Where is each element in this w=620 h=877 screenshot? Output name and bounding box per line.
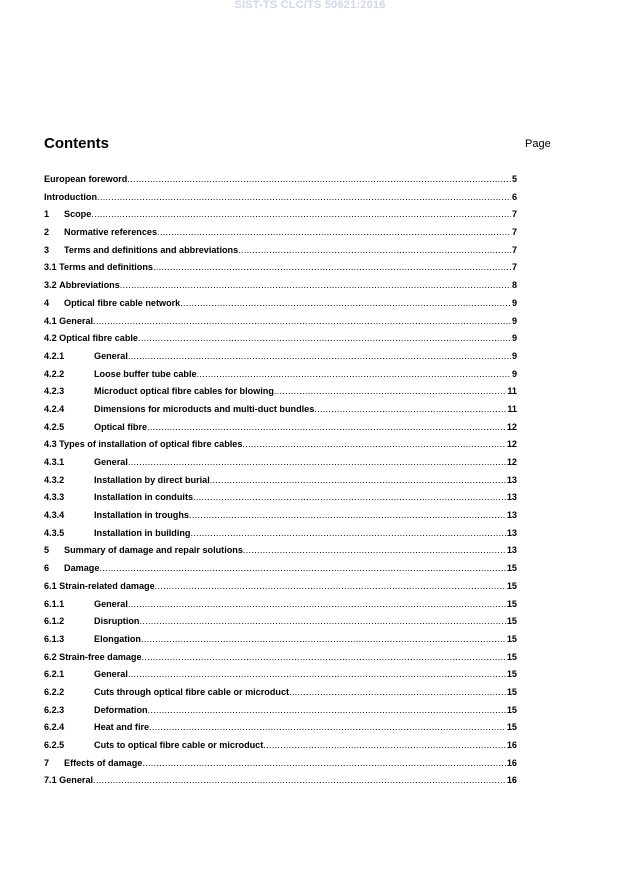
toc-entry-title: Strain-related damage [59, 580, 155, 591]
dot-leader [93, 316, 511, 326]
toc-entry-page-number: 15 [506, 686, 517, 697]
toc-entry-page-number: 15 [506, 669, 517, 680]
toc-entry-number: 4.2.3 [44, 386, 65, 397]
dot-leader [91, 209, 511, 219]
table-of-contents [44, 174, 517, 793]
toc-entry[interactable] [44, 740, 517, 758]
toc-entry[interactable] [44, 209, 517, 227]
toc-entry-number: 4.3.2 [44, 474, 65, 485]
toc-entry-page-number: 7 [511, 227, 517, 238]
toc-entry-title: Damage [64, 563, 100, 574]
dot-leader [128, 457, 506, 467]
toc-entry[interactable] [44, 192, 517, 210]
toc-entry[interactable] [44, 439, 517, 457]
toc-entry-number: 3 [44, 244, 50, 255]
toc-entry-number: 3.2 [44, 280, 57, 291]
toc-entry-number: 4.3 [44, 439, 57, 450]
toc-entry-title: Summary of damage and repair solutions [64, 545, 243, 556]
toc-entry-number: 6.1 [44, 580, 57, 591]
toc-entry-page-number: 16 [506, 757, 517, 768]
toc-entry-title: Types of installation of optical fibre cables [59, 439, 243, 450]
dot-leader [210, 475, 506, 485]
toc-entry-number: 7.1 [44, 775, 57, 786]
toc-entry-page-number: 13 [506, 527, 517, 538]
dot-leader [149, 722, 506, 732]
toc-entry[interactable] [44, 616, 517, 634]
toc-entry[interactable] [44, 298, 517, 316]
dot-leader [139, 616, 505, 626]
toc-entry-page-number: 16 [506, 740, 517, 750]
toc-entry-title: Microduct optical fibre cables for blowing [94, 386, 274, 397]
dot-leader [99, 563, 505, 573]
dot-leader [243, 545, 506, 555]
toc-entry[interactable] [44, 262, 517, 280]
toc-entry-number: 6.2.5 [44, 740, 65, 750]
toc-entry-number: 4.3.4 [44, 510, 65, 521]
toc-entry-number: 6.2.4 [44, 722, 65, 733]
toc-entry-page-number: 9 [511, 368, 517, 379]
dot-leader [128, 351, 511, 361]
dot-leader [263, 740, 506, 750]
toc-entry-title: Installation in building [94, 527, 191, 538]
toc-entry-title: Elongation [94, 633, 141, 644]
toc-entry-page-number: 15 [506, 580, 517, 591]
toc-entry-title: Terms and definitions [59, 262, 153, 273]
toc-entry-number: 4.3.3 [44, 492, 65, 503]
dot-leader [197, 369, 511, 379]
toc-entry-page-number: 7 [511, 262, 517, 273]
dot-leader [128, 599, 506, 609]
toc-entry-number: 4 [44, 297, 50, 308]
toc-entry[interactable] [44, 652, 517, 670]
toc-entry-page-number: 12 [506, 439, 517, 450]
dot-leader [148, 705, 506, 715]
toc-entry-title: Heat and fire [94, 722, 150, 733]
toc-entry-number: 4.2.1 [44, 350, 65, 361]
dot-leader [153, 262, 511, 272]
toc-entry-number: 4.2.2 [44, 368, 65, 379]
dot-leader [127, 174, 511, 184]
toc-entry-title: Installation in troughs [94, 510, 189, 521]
toc-entry[interactable] [44, 775, 517, 793]
toc-entry-title: Dimensions for microducts and multi-duct bundles [94, 403, 315, 414]
toc-entry-number: 6.1.2 [44, 616, 65, 627]
toc-entry-page-number: 13 [506, 474, 517, 485]
toc-entry[interactable] [44, 475, 517, 493]
dot-leader [147, 422, 506, 432]
toc-entry-title: European foreword [44, 174, 128, 184]
dot-leader [180, 298, 511, 308]
toc-entry[interactable] [44, 687, 517, 705]
toc-entry[interactable] [44, 669, 517, 687]
toc-entry-title: Normative references [64, 227, 158, 238]
toc-entry-number: 6.2 [44, 651, 57, 662]
toc-entry[interactable] [44, 333, 517, 351]
dot-leader [242, 439, 505, 449]
toc-entry-number: 4.2.4 [44, 403, 65, 414]
toc-entry-number: 6 [44, 563, 50, 574]
toc-entry-title: General [94, 669, 128, 680]
toc-entry-page-number: 16 [506, 775, 517, 786]
dot-leader [191, 528, 506, 538]
toc-entry-page-number: 15 [506, 722, 517, 733]
dot-leader [93, 775, 506, 785]
toc-entry-page-number: 13 [506, 545, 517, 556]
dot-leader [142, 652, 506, 662]
toc-entry-title: Disruption [94, 616, 140, 627]
toc-entry-title: General [59, 315, 94, 326]
toc-entry[interactable] [44, 510, 517, 528]
toc-entry-title: Installation by direct burial [94, 474, 210, 485]
toc-entry-title: Optical fibre cable [59, 333, 138, 344]
toc-entry-page-number: 12 [506, 421, 517, 432]
dot-leader [120, 280, 511, 290]
toc-entry[interactable] [44, 369, 517, 387]
toc-entry-page-number: 15 [506, 563, 517, 574]
toc-entry-number: 4.2.5 [44, 421, 65, 432]
toc-entry[interactable] [44, 634, 517, 652]
toc-entry-title: Cuts to optical fibre cable or microduct [94, 740, 264, 750]
toc-entry-number: 6.2.1 [44, 669, 65, 680]
toc-entry[interactable] [44, 316, 517, 334]
toc-entry-page-number: 7 [511, 244, 517, 255]
toc-entry-number: 2 [44, 227, 50, 238]
page-column-label: Page [525, 138, 551, 150]
toc-entry-page-number: 9 [511, 350, 517, 361]
toc-entry-title: Abbreviations [59, 280, 120, 291]
toc-entry-title: Strain-free damage [59, 651, 142, 662]
toc-entry[interactable] [44, 758, 517, 776]
toc-entry-page-number: 15 [506, 598, 517, 609]
toc-entry-number: 6.1.1 [44, 598, 65, 609]
toc-entry-page-number: 11 [507, 386, 517, 397]
toc-entry[interactable] [44, 722, 517, 740]
toc-entry[interactable] [44, 227, 517, 245]
dot-leader [128, 669, 506, 679]
toc-entry-title: General [94, 457, 128, 467]
toc-entry-number: 6.1.3 [44, 633, 65, 644]
dot-leader [193, 492, 506, 502]
toc-entry[interactable] [44, 386, 517, 404]
toc-entry-title: Optical fibre [94, 421, 148, 432]
dot-leader [274, 386, 507, 396]
toc-entry-page-number: 15 [506, 633, 517, 644]
toc-entry-number: 4.3.5 [44, 527, 65, 538]
contents-heading: Contents [44, 135, 109, 152]
toc-entry-page-number: 5 [511, 174, 517, 184]
toc-entry-page-number: 9 [511, 333, 517, 344]
toc-entry-title: Optical fibre cable network [64, 297, 181, 308]
toc-entry-number: 4.1 [44, 315, 57, 326]
dot-leader [97, 192, 511, 202]
toc-entry-number: 6.2.2 [44, 686, 65, 697]
toc-entry[interactable] [44, 563, 517, 581]
toc-entry[interactable] [44, 528, 517, 546]
toc-entry-number: 6.2.3 [44, 704, 65, 715]
toc-entry-page-number: 15 [506, 651, 517, 662]
toc-entry-number: 4.2 [44, 333, 57, 344]
dot-leader [314, 404, 506, 414]
toc-entry-page-number: 6 [511, 191, 517, 202]
toc-entry-number: 4.3.1 [44, 457, 65, 467]
toc-entry-number: 5 [44, 545, 50, 556]
toc-entry-number: 1 [44, 209, 50, 220]
toc-entry-title: Scope [64, 209, 92, 220]
toc-entry-page-number: 9 [511, 315, 517, 326]
toc-entry-title: Loose buffer tube cable [94, 368, 197, 379]
toc-entry[interactable] [44, 581, 517, 599]
toc-entry-page-number: 15 [506, 704, 517, 715]
dot-leader [141, 634, 506, 644]
toc-entry[interactable] [44, 245, 517, 263]
toc-entry[interactable] [44, 457, 517, 475]
toc-entry[interactable] [44, 351, 517, 369]
toc-entry-page-number: 9 [511, 297, 517, 308]
dot-leader [289, 687, 506, 697]
toc-entry-page-number: 12 [506, 457, 517, 467]
toc-entry[interactable] [44, 599, 517, 617]
toc-entry[interactable] [44, 280, 517, 298]
toc-entry-title: Introduction [44, 191, 98, 202]
dot-leader [189, 510, 506, 520]
toc-entry-title: Cuts through optical fibre cable or microduct [94, 686, 290, 697]
toc-entry-page-number: 7 [511, 209, 517, 220]
toc-entry-number: 7 [44, 757, 50, 768]
dot-leader [155, 581, 506, 591]
toc-entry-title: General [94, 598, 128, 609]
toc-entry[interactable] [44, 422, 517, 440]
toc-entry-page-number: 11 [507, 403, 517, 414]
toc-entry-title: Installation in conduits [94, 492, 194, 503]
dot-leader [138, 333, 511, 343]
toc-entry[interactable] [44, 705, 517, 723]
toc-entry-title: General [59, 775, 94, 786]
toc-entry-page-number: 15 [506, 616, 517, 627]
dot-leader [238, 245, 511, 255]
dot-leader [157, 227, 511, 237]
toc-entry[interactable] [44, 492, 517, 510]
toc-entry-title: Terms and definitions and abbreviations [64, 244, 239, 255]
toc-entry-title: General [94, 350, 128, 361]
toc-entry[interactable] [44, 545, 517, 563]
toc-entry[interactable] [44, 404, 517, 422]
toc-entry-number: 3.1 [44, 262, 57, 273]
toc-entry-page-number: 13 [506, 492, 517, 503]
toc-entry[interactable] [44, 174, 517, 192]
toc-entry-title: Effects of damage [64, 757, 143, 768]
document-watermark: SIST-TS CLC/TS 50621:2016 [234, 0, 386, 11]
toc-entry-page-number: 8 [511, 280, 517, 291]
toc-entry-page-number: 13 [506, 510, 517, 521]
dot-leader [142, 758, 506, 768]
toc-entry-title: Deformation [94, 704, 148, 715]
